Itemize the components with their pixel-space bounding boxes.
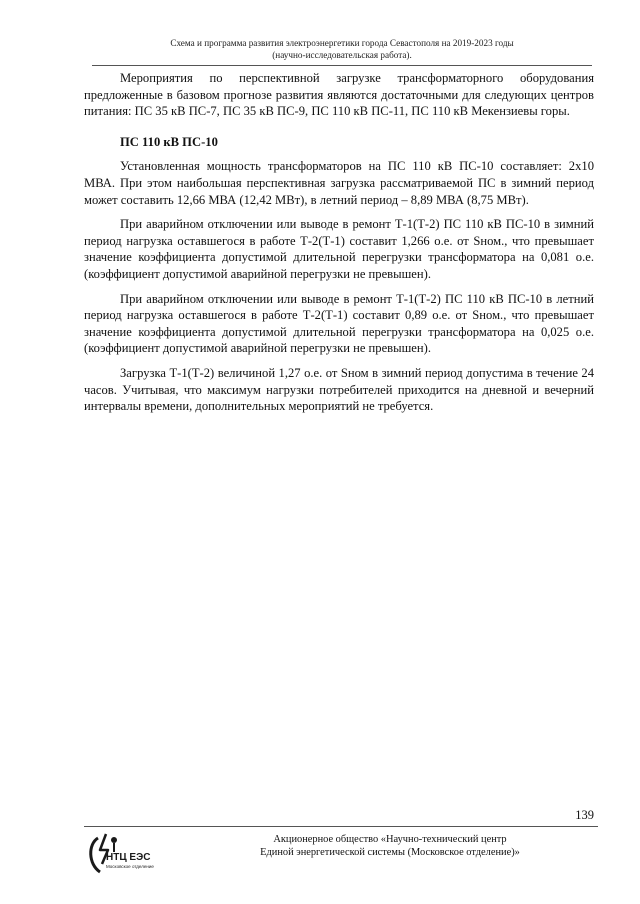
- paragraph-summer-outage: При аварийном отключении или выводе в ремонт Т-1(Т-2) ПС 110 кВ ПС-10 в летний период нагрузка оставшегося в работе Т-2(Т-1) составит 0,89 о.е. от Sном., что превышает значение коэффициента допустимой длительной перегрузки трансформатора на 0,025 о.е. (коэффициент допустимой аварийной перегрузки не превышен).: [84, 291, 594, 356]
- header-divider: [92, 65, 592, 66]
- ntc-ees-logo-graphic: [84, 830, 158, 880]
- document-body: [84, 70, 594, 423]
- page-number: 139: [575, 808, 594, 822]
- ntc-ees-logo: [84, 830, 158, 880]
- footer-organization: [200, 833, 580, 859]
- paragraph-winter-outage: При аварийном отключении или выводе в ремонт Т-1(Т-2) ПС 110 кВ ПС-10 в зимний период нагрузка оставшегося в работе Т-2(Т-1) составит 1,266 о.е. от Sном., что превышает значение коэффициента допустимой длительной перегрузки трансформатора на 0,081 о.е. (коэффициент допустимой аварийной перегрузки не превышен).: [84, 217, 594, 281]
- section-title: ПС 110 кВ ПС-10: [120, 134, 218, 149]
- header-line-1: Схема и программа развития электроэнергетики города Севастополя на 2019-2023 годы: [170, 38, 514, 48]
- header-line-2: (научно-исследовательская работа).: [272, 49, 412, 60]
- logo-subtext: Московское отделение: [106, 864, 154, 869]
- paragraph-conclusion: Загрузка Т-1(Т-2) величиной 1,27 о.е. от Sном в зимний период допустима в течение 24 часов. Учитывая, что максимум нагрузки потребителей приходится на дневной и вечерний интервалы времени, дополнительных мероприятий не требуется.: [84, 365, 594, 414]
- footer-org-line-1: Акционерное общество «Научно-технический центр: [273, 834, 507, 845]
- page-header: [92, 38, 592, 61]
- paragraph-capacity: Установленная мощность трансформаторов на ПС 110 кВ ПС-10 составляет: 2x10 МВА. При этом наибольшая перспективная загрузка рассматриваемой ПС в зимний период может составить 12,66 МВА (12,42 МВт), в летний период – 8,89 МВА (8,75 МВт).: [84, 159, 594, 207]
- footer-divider: [84, 826, 598, 827]
- intro-paragraph: Мероприятия по перспективной загрузке трансформаторного оборудования предложенные в базовом прогнозе развития являются достаточными для следующих центров питания: ПС 35 кВ ПС-7, ПС 35 кВ ПС-9, ПС 110 кВ ПС-11, ПС 110 кВ Мекензиевы горы.: [84, 71, 594, 119]
- logo-text: НТЦ ЕЭС: [106, 852, 151, 863]
- footer-org-line-2: Единой энергетической системы (Московское отделение)»: [260, 847, 520, 858]
